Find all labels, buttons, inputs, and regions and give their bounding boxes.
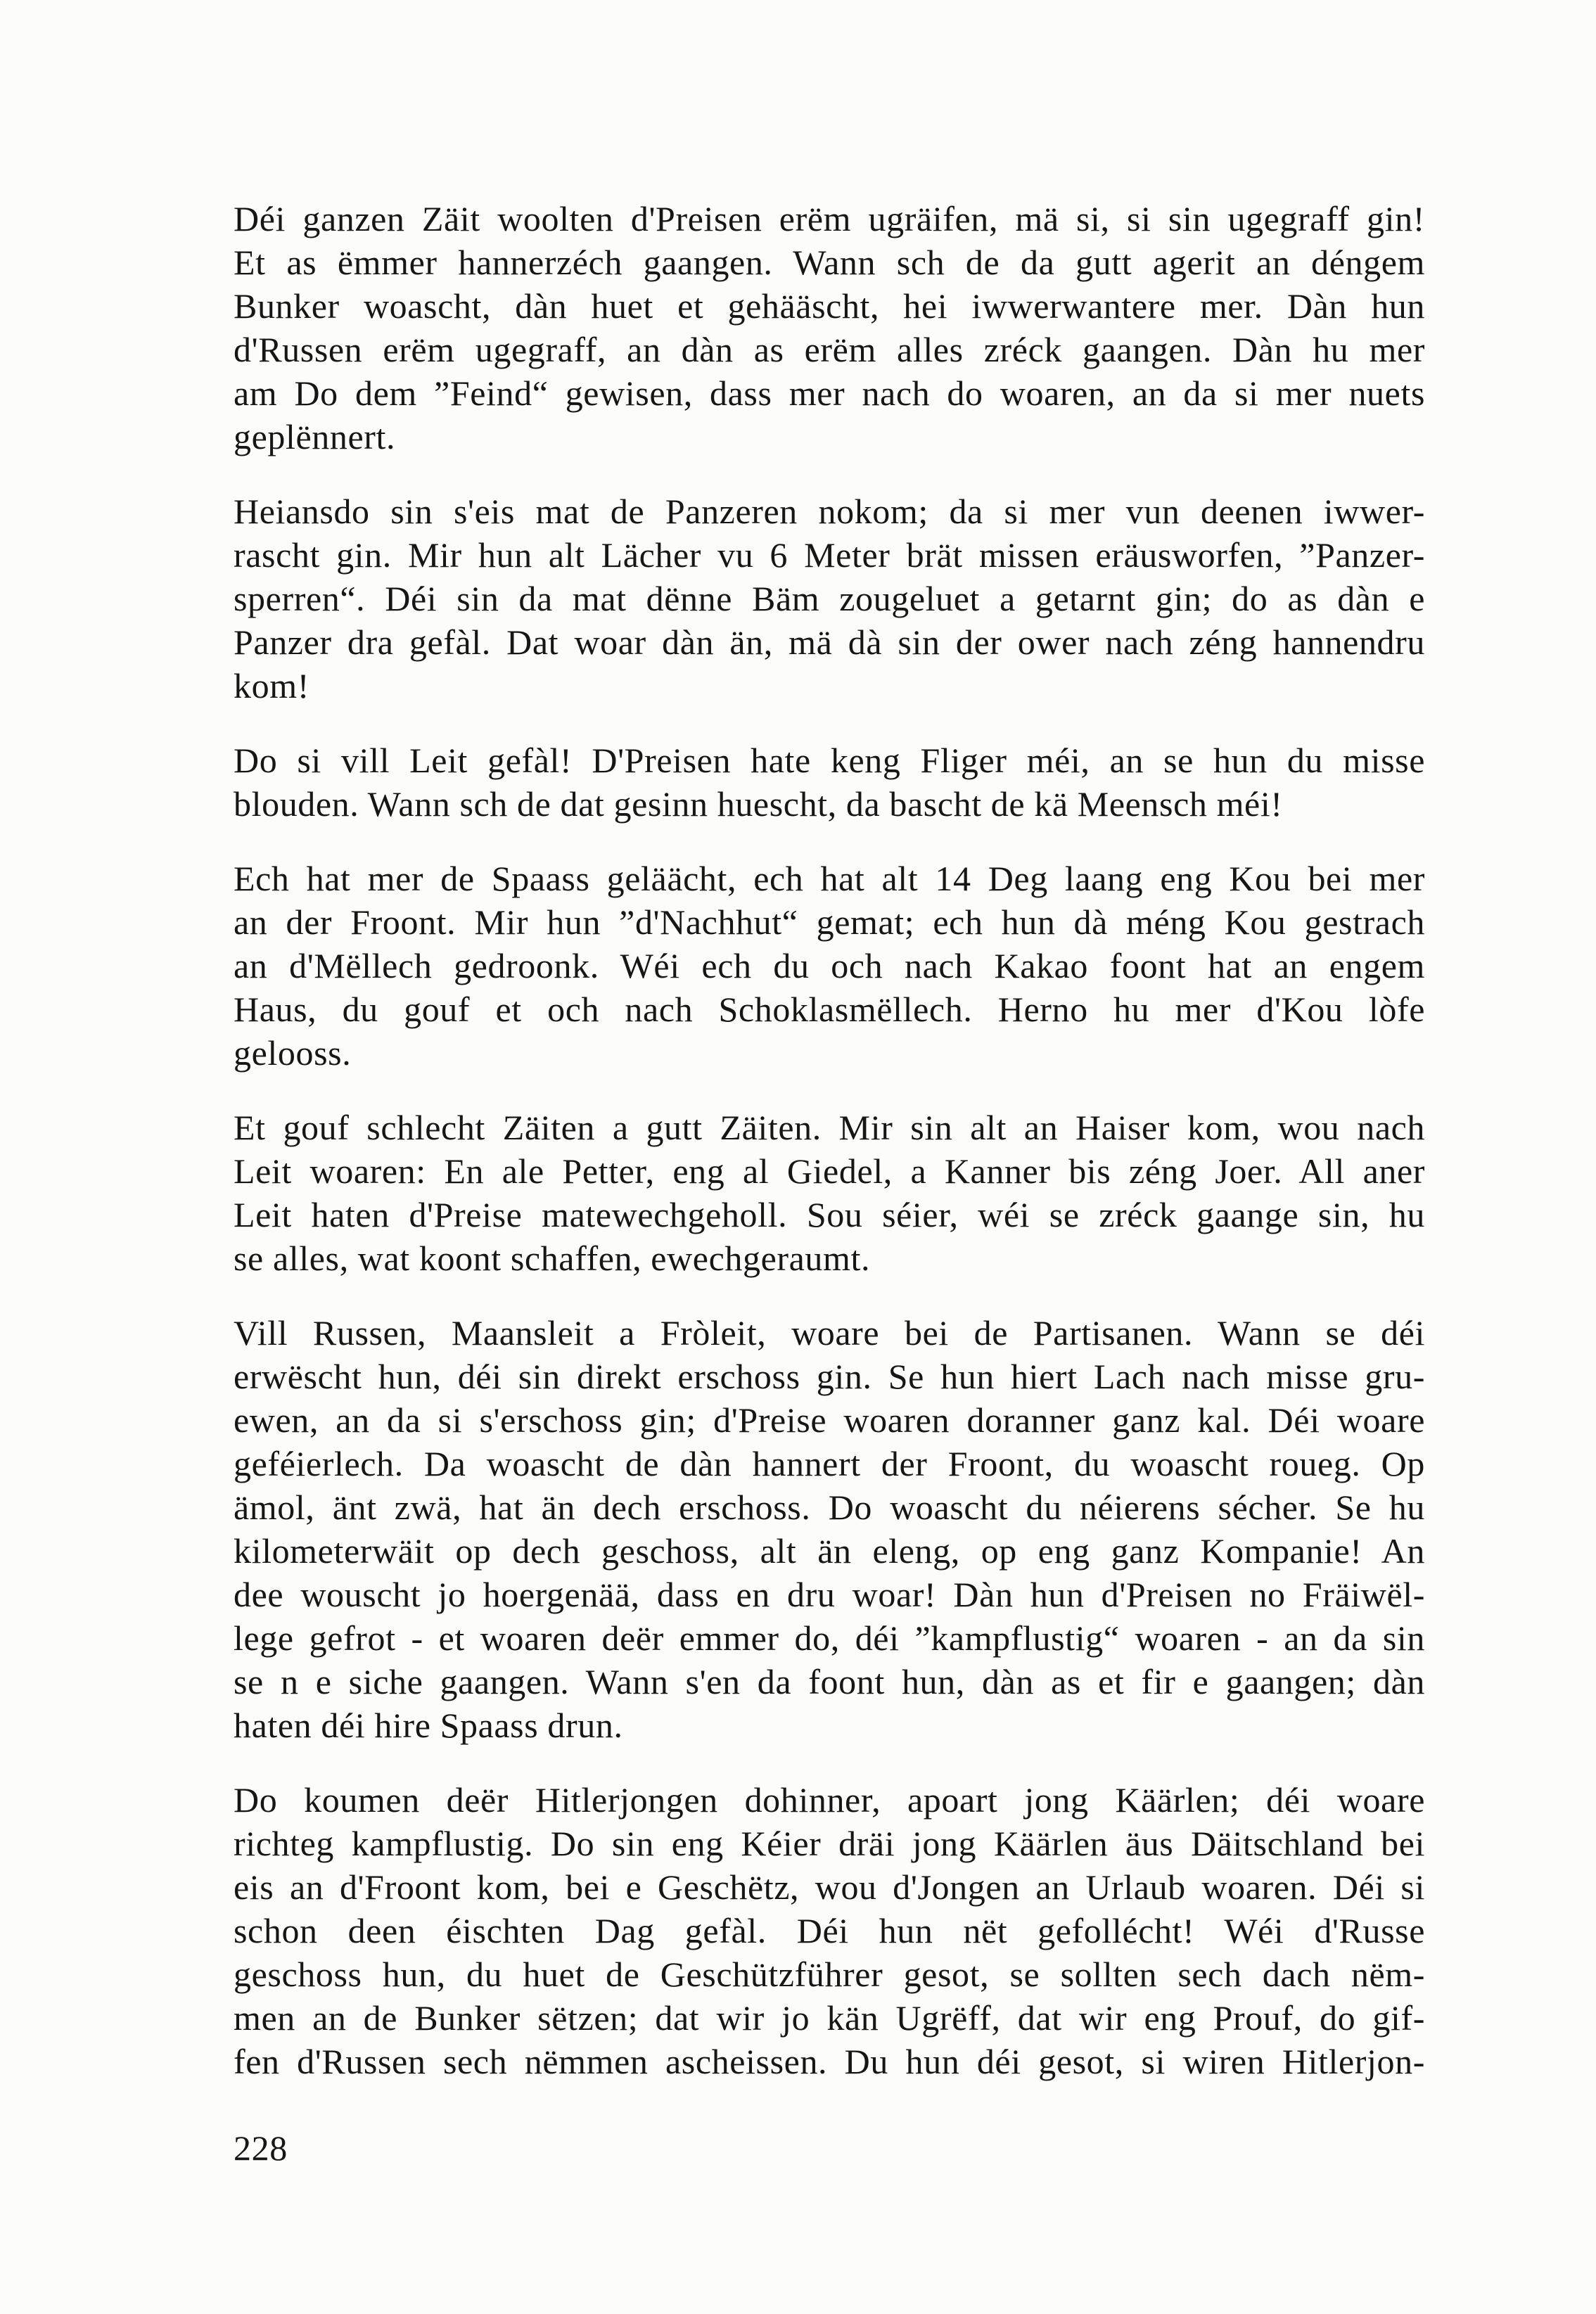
paragraph bbox=[234, 1106, 1425, 1280]
text-line: geschoss hun, du huet de Geschützführer gesot, se sollten sech dach nëm- bbox=[234, 1955, 1425, 1994]
text-line: sperren“. Déi sin da mat dënne Bäm zougeluet a getarnt gin; do as dàn e bbox=[234, 579, 1425, 618]
text-line: Ech hat mer de Spaass geläächt, ech hat alt 14 Deg laang eng Kou bei mer bbox=[234, 859, 1425, 898]
text-line: richteg kampflustig. Do sin eng Kéier dräi jong Käärlen äus Däitschland bei bbox=[234, 1824, 1425, 1863]
paragraph bbox=[234, 739, 1425, 826]
text-line: Bunker woascht, dàn huet et gehääscht, hei iwwerwantere mer. Dàn hun bbox=[234, 286, 1425, 326]
text-line: Do koumen deër Hitlerjongen dohinner, apoart jong Käärlen; déi woare bbox=[234, 1780, 1425, 1820]
text-line: Et as ëmmer hannerzéch gaangen. Wann sch de da gutt agerit an déngem bbox=[234, 243, 1425, 282]
text-line: Panzer dra gefàl. Dat woar dàn än, mä dà sin der ower nach zéng hannendru bbox=[234, 622, 1425, 662]
text-line: an d'Mëllech gedroonk. Wéi ech du och nach Kakao foont hat an engem bbox=[234, 946, 1425, 985]
text-line: se alles, wat koont schaffen, ewechgeraumt. bbox=[234, 1239, 871, 1278]
text-line: ewen, an da si s'erschoss gin; d'Preise woaren doranner ganz kal. Déi woare bbox=[234, 1400, 1425, 1440]
paragraph bbox=[234, 1311, 1425, 1747]
text-line: gelooss. bbox=[234, 1033, 352, 1073]
text-line: kilometerwäit op dech geschoss, alt än eleng, op eng ganz Kompanie! An bbox=[234, 1531, 1425, 1571]
paragraph bbox=[234, 197, 1425, 459]
paragraph bbox=[234, 1778, 1425, 2083]
text-line: d'Russen erëm ugegraff, an dàn as erëm alles zréck gaangen. Dàn hu mer bbox=[234, 330, 1425, 369]
text-line: Leit woaren: En ale Petter, eng al Giedel, a Kanner bis zéng Joer. All aner bbox=[234, 1151, 1425, 1191]
text-line: am Do dem ”Feind“ gewisen, dass mer nach do woaren, an da si mer nuets bbox=[234, 373, 1425, 413]
text-line: fen d'Russen sech nëmmen ascheissen. Du hun déi gesot, si wiren Hitlerjon- bbox=[234, 2042, 1425, 2081]
text-line: lege gefrot - et woaren deër emmer do, déi ”kampflustig“ woaren - an da sin bbox=[234, 1618, 1425, 1658]
text-line: blouden. Wann sch de dat gesinn huescht, da bascht de kä Meensch méi! bbox=[234, 784, 1283, 824]
text-line: an der Froont. Mir hun ”d'Nachhut“ gemat; ech hun dà méng Kou gestrach bbox=[234, 902, 1425, 942]
text-line: eis an d'Froont kom, bei e Geschëtz, wou d'Jongen an Urlaub woaren. Déi si bbox=[234, 1867, 1425, 1907]
text-line: Et gouf schlecht Zäiten a gutt Zäiten. Mir sin alt an Haiser kom, wou nach bbox=[234, 1108, 1425, 1147]
text-line: ämol, änt zwä, hat än dech erschoss. Do woascht du néierens sécher. Se hu bbox=[234, 1488, 1425, 1527]
text-line: Do si vill Leit gefàl! D'Preisen hate keng Fliger méi, an se hun du misse bbox=[234, 741, 1425, 780]
text-line: dee wouscht jo hoergenää, dass en dru woar! Dàn hun d'Preisen no Fräiwël- bbox=[234, 1575, 1425, 1614]
text-line: rascht gin. Mir hun alt Lächer vu 6 Meter brät missen eräusworfen, ”Panzer- bbox=[234, 535, 1425, 575]
text-line: Déi ganzen Zäit woolten d'Preisen erëm ugräifen, mä si, si sin ugegraff gin! bbox=[234, 199, 1425, 238]
text-line: kom! bbox=[234, 666, 309, 705]
text-line: haten déi hire Spaass drun. bbox=[234, 1706, 623, 1745]
text-line: Haus, du gouf et och nach Schoklasmëllech. Herno hu mer d'Kou lòfe bbox=[234, 990, 1425, 1029]
body-text bbox=[234, 197, 1425, 2083]
text-line: schon deen éischten Dag gefàl. Déi hun nët gefollécht! Wéi d'Russe bbox=[234, 1911, 1425, 1950]
paragraph bbox=[234, 857, 1425, 1075]
text-line: geplënnert. bbox=[234, 417, 396, 456]
text-line: erwëscht hun, déi sin direkt erschoss gin. Se hun hiert Lach nach misse gru- bbox=[234, 1357, 1425, 1396]
text-line: geféierlech. Da woascht de dàn hannert der Froont, du woascht roueg. Op bbox=[234, 1444, 1425, 1483]
paragraph bbox=[234, 490, 1425, 708]
text-line: Leit haten d'Preise matewechgeholl. Sou séier, wéi se zréck gaange sin, hu bbox=[234, 1195, 1425, 1234]
text-line: Heiansdo sin s'eis mat de Panzeren nokom; da si mer vun deenen iwwer- bbox=[234, 492, 1425, 531]
text-line: men an de Bunker sëtzen; dat wir jo kän Ugrëff, dat wir eng Prouf, do gif- bbox=[234, 1998, 1425, 2038]
text-line: se n e siche gaangen. Wann s'en da foont hun, dàn as et fir e gaangen; dàn bbox=[234, 1662, 1425, 1701]
page-number: 228 bbox=[234, 2128, 288, 2168]
text-line: Vill Russen, Maansleit a Fròleit, woare bei de Partisanen. Wann se déi bbox=[234, 1313, 1425, 1353]
